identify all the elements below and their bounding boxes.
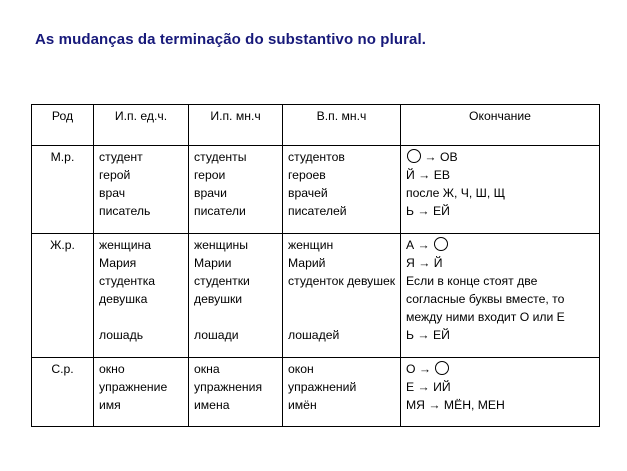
acc-pl-cell	[283, 234, 401, 358]
ending-cell	[401, 146, 600, 234]
ending-rule: Я → Й	[406, 256, 443, 270]
acc-pl-cell	[283, 146, 401, 234]
word: писатель	[99, 204, 151, 218]
table-header-row	[32, 105, 600, 146]
word: герой	[99, 168, 131, 182]
word: лошадей	[288, 328, 340, 342]
header-nom-sg: И.п. ед.ч.	[94, 105, 189, 146]
line-spacer	[194, 308, 282, 326]
nom-pl-cell	[189, 234, 283, 358]
word: женщина	[99, 238, 152, 252]
header-acc-pl: В.п. мн.ч	[283, 105, 401, 146]
word: писатели	[194, 204, 246, 218]
word: герои	[194, 168, 226, 182]
nom-pl-cell	[189, 146, 283, 234]
ending-rule: МЯ → МЁН, МЕН	[406, 398, 505, 412]
page-title: As mudanças da terminação do substantivo no plural.	[35, 31, 427, 48]
ending-rule: Если в конце стоят две согласные буквы вместе, то между ними входит О или Е	[406, 274, 565, 324]
word: студент	[99, 150, 143, 164]
gender-cell: М.р.	[32, 146, 94, 234]
gender-cell: С.р.	[32, 358, 94, 427]
ending-rule	[406, 360, 599, 378]
word: врач	[99, 186, 126, 200]
word: Мария	[99, 256, 137, 270]
word: врачей	[288, 186, 328, 200]
ending-text: О →	[406, 362, 432, 376]
word: студентка	[99, 274, 156, 288]
ending-cell	[401, 358, 600, 427]
nom-sg-cell	[94, 358, 189, 427]
nom-sg-cell	[94, 146, 189, 234]
word: имена	[194, 398, 230, 412]
ending-rule: Ь → ЕЙ	[406, 328, 450, 342]
word: Марий	[288, 256, 326, 270]
word: упражнение	[99, 380, 168, 394]
word: девушка	[99, 292, 148, 306]
line-spacer	[288, 290, 400, 308]
word: девушки	[194, 292, 243, 306]
table-row-masculine	[32, 146, 600, 234]
ending-rule: Й → ЕВ	[406, 168, 450, 182]
word: студенток девушек	[288, 274, 396, 288]
line-spacer	[99, 308, 188, 326]
ending-rule: Ь → ЕЙ	[406, 204, 450, 218]
word: имён	[288, 398, 317, 412]
table-row-neuter	[32, 358, 600, 427]
nom-pl-cell	[189, 358, 283, 427]
word: окно	[99, 362, 125, 376]
nom-sg-cell	[94, 234, 189, 358]
ending-rule: после Ж, Ч, Ш, Щ	[406, 186, 506, 200]
empty-ending-circle-icon	[407, 149, 421, 163]
ending-rule	[406, 236, 599, 254]
header-nom-pl: И.п. мн.ч	[189, 105, 283, 146]
word: окна	[194, 362, 220, 376]
empty-ending-circle-icon	[434, 237, 448, 251]
word: имя	[99, 398, 121, 412]
word: лошади	[194, 328, 239, 342]
word: студентов	[288, 150, 345, 164]
word: лошадь	[99, 328, 144, 342]
word: врачи	[194, 186, 227, 200]
ending-rule: Е → ИЙ	[406, 380, 451, 394]
header-ending: Окончание	[401, 105, 600, 146]
ending-cell	[401, 234, 600, 358]
word: писателей	[288, 204, 347, 218]
word: женщины	[194, 238, 248, 252]
ending-text: А →	[406, 238, 430, 252]
word: студенты	[194, 150, 247, 164]
acc-pl-cell	[283, 358, 401, 427]
gender-cell: Ж.р.	[32, 234, 94, 358]
empty-ending-circle-icon	[435, 361, 449, 375]
word: упражнений	[288, 380, 357, 394]
noun-plural-table	[31, 104, 600, 427]
word: Марии	[194, 256, 232, 270]
header-gender: Род	[32, 105, 94, 146]
ending-rule	[406, 148, 599, 166]
word: окон	[288, 362, 314, 376]
word: студентки	[194, 274, 250, 288]
table-row-feminine	[32, 234, 600, 358]
line-spacer	[288, 308, 400, 326]
word: женщин	[288, 238, 334, 252]
ending-text: → ОВ	[424, 150, 458, 164]
word: героев	[288, 168, 326, 182]
word: упражнения	[194, 380, 263, 394]
